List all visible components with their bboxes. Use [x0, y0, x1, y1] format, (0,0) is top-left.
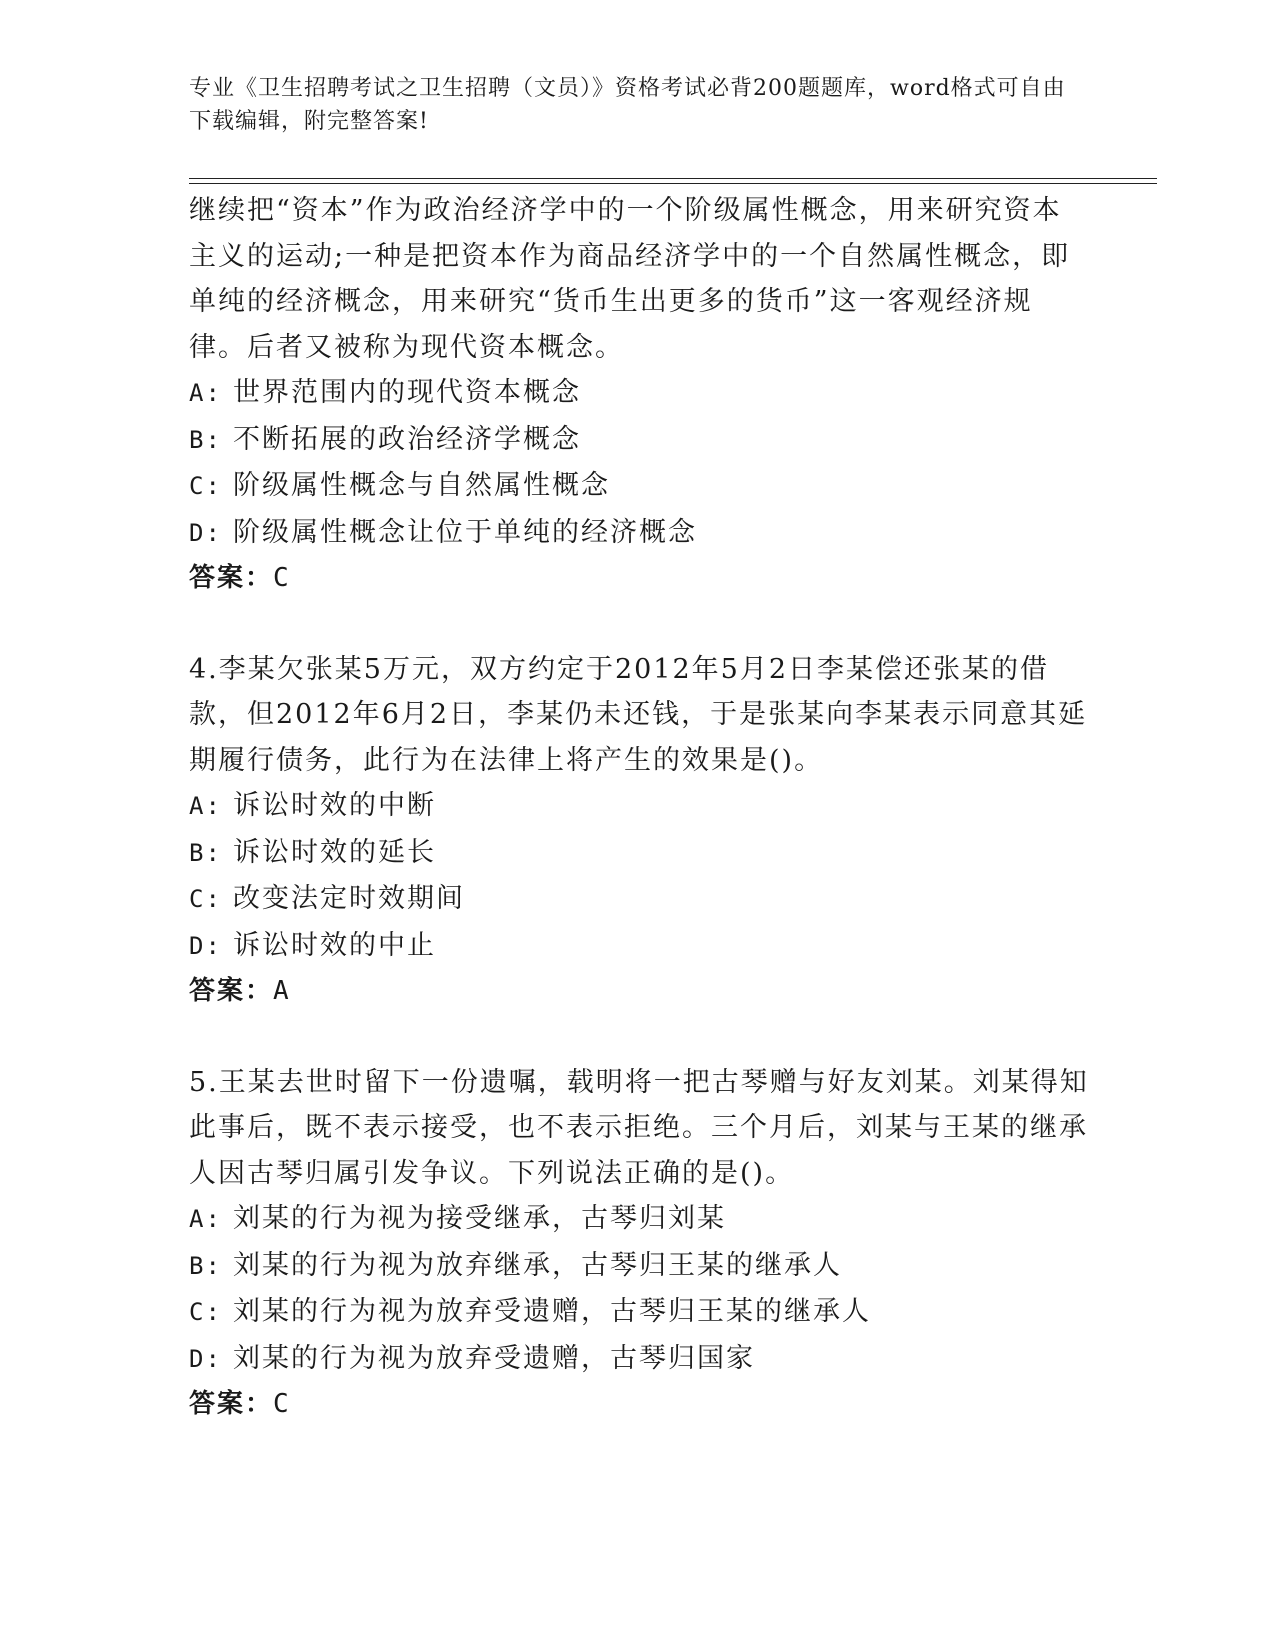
question-5 — [189, 1060, 1089, 1428]
answer-line — [189, 556, 1089, 602]
answer-label: 答案： — [189, 1389, 274, 1419]
answer-value: C — [273, 1389, 291, 1419]
question-3-continuation — [189, 188, 1089, 602]
question-text: 4.李某欠张某5万元，双方约定于2012年5月2日李某偿还张某的借款，但2012年6月2日，李某仍未还钱，于是张某向李某表示同意其延期履行债务，此行为在法律上将产生的效果是()。 — [189, 653, 1088, 776]
option-letter: B: — [189, 838, 222, 867]
option-letter: A: — [189, 792, 222, 820]
option-letter: D: — [189, 518, 222, 547]
option-text: 不断拓展的政治经济学概念 — [233, 423, 581, 455]
answer-line — [189, 969, 1089, 1015]
answer-value: A — [273, 976, 291, 1006]
answer-label: 答案： — [189, 563, 274, 593]
option-letter: B: — [189, 1251, 222, 1280]
option-b — [189, 1243, 1089, 1290]
option-text: 阶级属性概念与自然属性概念 — [233, 470, 610, 501]
answer-line — [189, 1382, 1089, 1428]
option-text: 诉讼时效的中止 — [233, 929, 436, 961]
option-a — [189, 783, 1089, 830]
option-d — [189, 510, 1089, 557]
option-text: 刘某的行为视为接受继承，古琴归刘某 — [233, 1203, 726, 1234]
option-text: 改变法定时效期间 — [233, 883, 465, 914]
option-letter: D: — [189, 931, 222, 960]
option-b — [189, 830, 1089, 877]
question-3-text: 继续把“资本”作为政治经济学中的一个阶级属性概念，用来研究资本主义的运动;一种是把资本作为商品经济学中的一个自然属性概念，即单纯的经济概念，用来研究“货币生出更多的货币”这一客观经济规律。后者又被称为现代资本概念。 — [189, 195, 1071, 363]
document-body — [189, 188, 1089, 1428]
option-text: 刘某的行为视为放弃受遗赠，古琴归王某的继承人 — [233, 1296, 871, 1327]
option-text: 诉讼时效的延长 — [233, 836, 436, 868]
page-header-title: 专业《卫生招聘考试之卫生招聘（文员）》资格考试必背200题题库，word格式可自由下载编辑，附完整答案! — [189, 76, 1066, 134]
header-divider — [189, 178, 1157, 184]
option-letter: A: — [189, 379, 222, 407]
question-4 — [189, 647, 1089, 1015]
option-c — [189, 876, 1089, 923]
option-text: 世界范围内的现代资本概念 — [233, 377, 581, 408]
answer-value: C — [273, 563, 291, 593]
option-d — [189, 1336, 1089, 1383]
option-a — [189, 1196, 1089, 1243]
option-letter: A: — [189, 1205, 222, 1233]
option-letter: B: — [189, 425, 222, 454]
option-letter: C: — [189, 885, 222, 913]
option-c — [189, 463, 1089, 510]
option-letter: C: — [189, 472, 222, 500]
option-a — [189, 370, 1089, 417]
option-text: 诉讼时效的中断 — [233, 790, 436, 821]
question-text: 5.王某去世时留下一份遗嘱，载明将一把古琴赠与好友刘某。刘某得知此事后，既不表示接受，也不表示拒绝。三个月后，刘某与王某的继承人因古琴归属引发争议。下列说法正确的是()。 — [189, 1066, 1089, 1189]
option-c — [189, 1289, 1089, 1336]
answer-label: 答案： — [189, 976, 274, 1006]
option-d — [189, 923, 1089, 970]
option-text: 阶级属性概念让位于单纯的经济概念 — [233, 516, 697, 548]
option-b — [189, 417, 1089, 464]
option-letter: C: — [189, 1298, 222, 1326]
option-letter: D: — [189, 1344, 222, 1373]
option-text: 刘某的行为视为放弃继承，古琴归王某的继承人 — [233, 1249, 842, 1281]
option-text: 刘某的行为视为放弃受遗赠，古琴归国家 — [233, 1342, 755, 1374]
